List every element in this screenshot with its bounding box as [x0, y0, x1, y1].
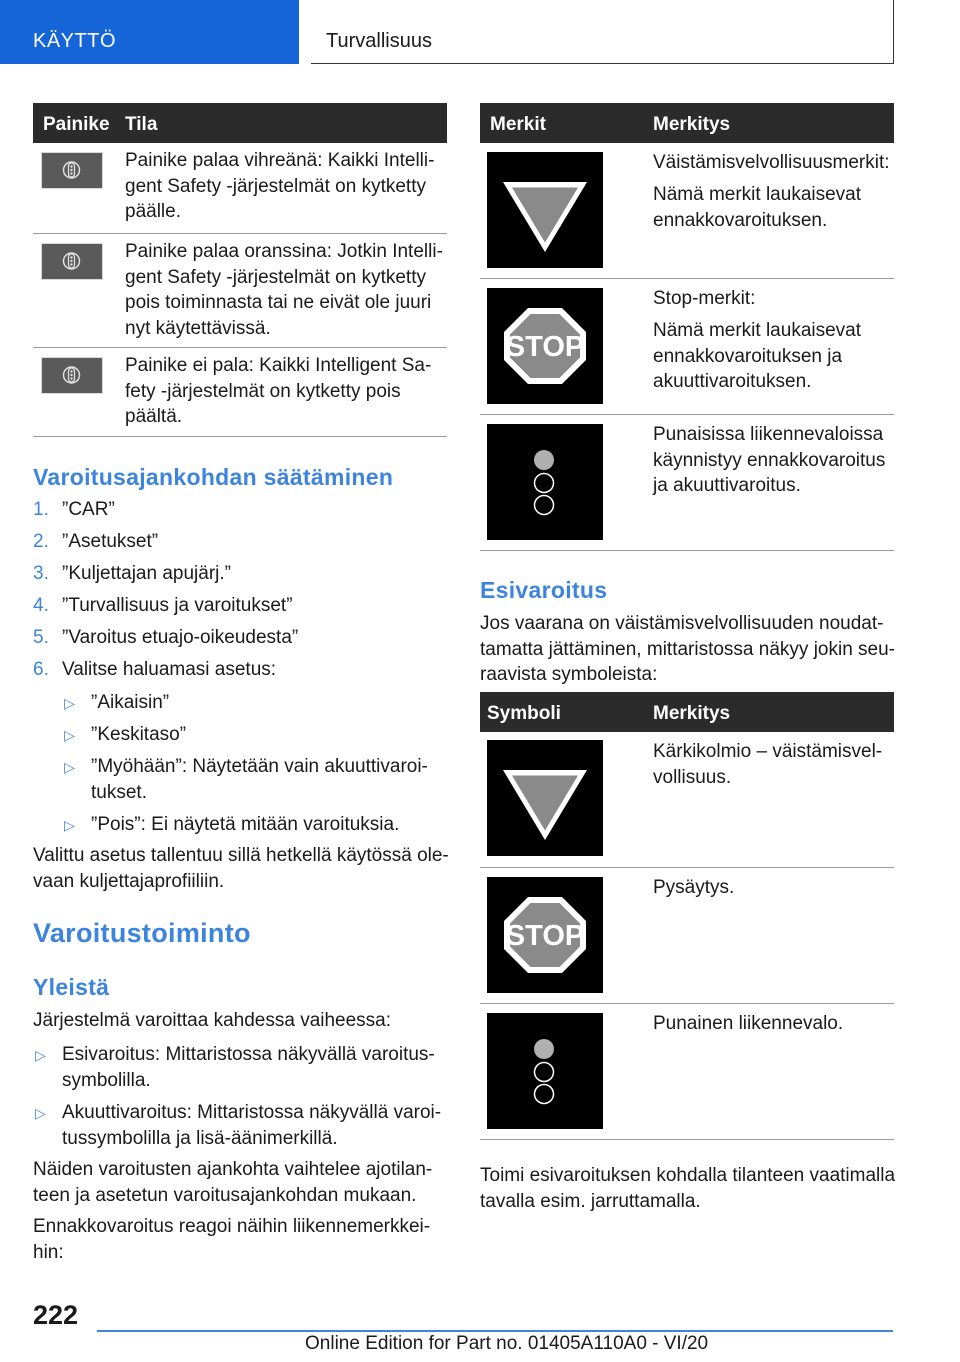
table-row — [480, 415, 894, 551]
bullet-icon: ▷ — [35, 1047, 46, 1063]
step-text: Valitse haluamasi asetus: — [62, 659, 277, 680]
row-text: Pysäytys. — [653, 877, 735, 898]
bullet-icon: ▷ — [64, 817, 75, 833]
stop-sign-text: STOP — [505, 331, 585, 363]
yield-sign-icon — [487, 152, 603, 268]
step-text: ”Asetukset” — [62, 531, 159, 552]
step-number: 2. — [33, 531, 49, 552]
table-row — [33, 348, 447, 437]
stop-sign-icon — [487, 288, 603, 404]
page-title: Turvallisuus — [326, 30, 432, 52]
button-table-header — [33, 103, 447, 143]
prewarning-heading: Esivaroitus — [480, 577, 608, 603]
row-text: Painike palaa oranssina: Jotkin Intelli- gent Safety -järjestelmät on kytketty pois toiminnasta tai ne eivät ole juuri nyt käytettävissä. — [125, 241, 443, 339]
header-tila: Tila — [125, 114, 158, 135]
symbol-table-header — [480, 692, 894, 732]
timing-note: Valittu asetus tallentuu sillä hetkellä käytössä ole- vaan kuljettajaprofiiliin. — [33, 845, 449, 892]
section-tab — [0, 0, 299, 64]
header-symboli: Symboli — [487, 703, 561, 724]
function-intro: Järjestelmä varoittaa kahdessa vaiheessa: — [33, 1010, 392, 1031]
bullet-text: Akuuttivaroitus: Mittaristossa näkyvällä varoi- tussymbolilla ja lisä-äänimerkillä. — [62, 1102, 442, 1149]
step-number: 5. — [33, 627, 49, 648]
button-table — [33, 103, 447, 437]
bullet-icon: ▷ — [64, 727, 75, 743]
header-painike: Painike — [43, 114, 110, 135]
page-number: 222 — [33, 1300, 79, 1330]
signs-table — [480, 103, 894, 551]
table-row — [480, 279, 894, 415]
step-text: ”Kuljettajan apujärj.” — [62, 563, 231, 584]
option-text: ”Pois”: Ei näytetä mitään varoituksia. — [91, 814, 400, 835]
bullet-text: Esivaroitus: Mittaristossa näkyvällä varoitus- symbolilla. — [62, 1044, 435, 1091]
option-text: ”Myöhään”: Näytetään vain akuuttivaroi- tukset. — [91, 756, 428, 803]
intelligent-safety-button-icon — [41, 152, 103, 189]
signs-intro-paragraph: Ennakkovaroitus reagoi näihin liikennemerkkei- hin: — [33, 1216, 431, 1263]
symbol-table — [480, 692, 894, 1140]
step-text: ”Varoitus etuajo-oikeudesta” — [62, 627, 299, 648]
row-text: Punainen liikennevalo. — [653, 1013, 844, 1034]
yield-sign-icon — [487, 740, 603, 856]
footer-edition: Online Edition for Part no. 01405A110A0 - VI/20 — [305, 1333, 709, 1354]
prewarning-text: Jos vaarana on väistämisvelvollisuuden noudat- tamatta jättäminen, mittaristossa näkyy jokin seu- raavista symboleista: — [480, 613, 896, 685]
bullet-icon: ▷ — [64, 695, 75, 711]
bullet-icon: ▷ — [35, 1105, 46, 1121]
step-text: ”Turvallisuus ja varoitukset” — [62, 595, 293, 616]
timing-heading: Varoitusajankohdan säätäminen — [33, 464, 394, 490]
footer-divider — [97, 1330, 893, 1332]
table-row — [480, 1004, 894, 1140]
header-merkit: Merkit — [490, 114, 546, 135]
row-text: Painike ei pala: Kaikki Intelligent Sa- fety -järjestelmät on kytketty pois päältä. — [125, 355, 432, 427]
step-number: 3. — [33, 563, 49, 584]
table-row — [480, 868, 894, 1004]
traffic-light-icon — [487, 424, 603, 540]
traffic-light-icon — [487, 1013, 603, 1129]
row-text: Punaisissa liikennevaloissa käynnistyy ennakkovaroitus ja akuuttivaroitus. — [653, 424, 886, 496]
option-text: ”Aikaisin” — [91, 692, 170, 713]
row-text: Väistämisvelvollisuusmerkit: — [653, 152, 890, 173]
row-text: Painike palaa vihreänä: Kaikki Intelli- gent Safety -järjestelmät on kytketty päälle. — [125, 150, 435, 222]
closing-text: Toimi esivaroituksen kohdalla tilanteen vaatimalla tavalla esim. jarruttamalla. — [480, 1165, 896, 1212]
signs-table-header — [480, 103, 894, 143]
step-number: 4. — [33, 595, 49, 616]
intelligent-safety-button-icon — [41, 357, 103, 394]
step-number: 6. — [33, 659, 49, 680]
intelligent-safety-button-icon — [41, 243, 103, 280]
step-text: ”CAR” — [62, 499, 115, 520]
row-text: Nämä merkit laukaisevat ennakkovaroituksen ja akuuttivaroituksen. — [653, 320, 862, 392]
general-subheading: Yleistä — [33, 974, 110, 1000]
stop-sign-text: STOP — [505, 920, 585, 952]
timing-paragraph: Näiden varoitusten ajankohta vaihtelee ajotilan- teen ja asetetun varoitusajankohdan mukaan. — [33, 1159, 433, 1206]
step-number: 1. — [33, 499, 49, 520]
section-label: KÄYTTÖ — [33, 30, 117, 52]
page-header — [311, 0, 894, 64]
row-text: Kärkikolmio – väistämisvel- vollisuus. — [653, 741, 883, 788]
function-heading: Varoitustoiminto — [33, 918, 251, 948]
bullet-icon: ▷ — [64, 759, 75, 775]
table-row — [33, 234, 447, 348]
row-text: Nämä merkit laukaisevat ennakkovaroituksen. — [653, 184, 862, 231]
header-merkitys: Merkitys — [653, 114, 731, 135]
row-text: Stop-merkit: — [653, 288, 756, 309]
option-text: ”Keskitaso” — [91, 724, 187, 745]
table-row — [480, 143, 894, 279]
table-row — [480, 732, 894, 868]
stop-sign-icon — [487, 877, 603, 993]
header-merkitys: Merkitys — [653, 703, 731, 724]
table-row — [33, 143, 447, 234]
